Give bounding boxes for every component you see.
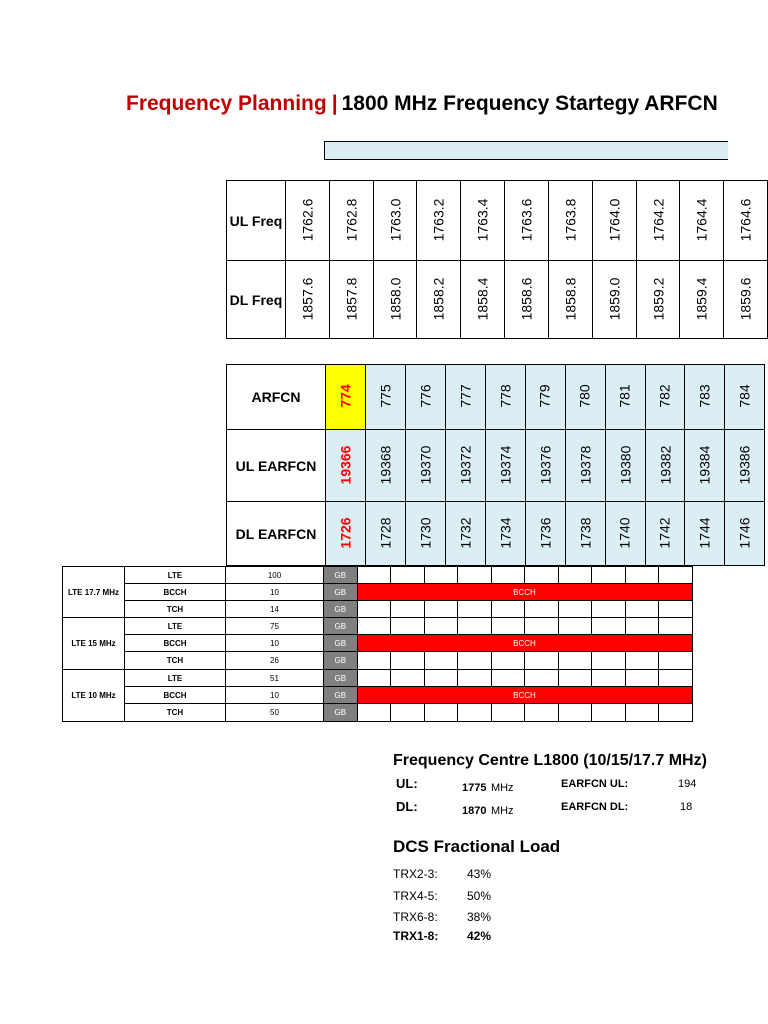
dl-freq-cell-text: 1857.6 — [299, 277, 316, 320]
empty-cell — [525, 670, 559, 687]
empty-cell — [659, 652, 693, 670]
earfcn-dl-value: 18 — [680, 801, 693, 813]
load-row-value: 14 — [226, 601, 324, 618]
empty-cell — [558, 670, 592, 687]
empty-cell — [424, 652, 458, 670]
dl-freq-cell — [636, 261, 680, 339]
ul-earfcn-cell-text: 19382 — [656, 445, 673, 484]
dcs-row-value: 38% — [467, 910, 492, 924]
arfcn-cell-text: 774 — [337, 384, 354, 408]
dl-earfcn-cell-text: 1738 — [577, 516, 594, 549]
empty-cell — [525, 601, 559, 618]
empty-cell — [491, 567, 525, 584]
empty-cell — [357, 670, 391, 687]
ul-earfcn-cell — [365, 430, 405, 502]
empty-cell — [357, 601, 391, 618]
load-row-value: 100 — [226, 567, 324, 584]
gb-cell: GB — [324, 670, 358, 687]
empty-cell — [659, 618, 693, 635]
empty-cell — [592, 601, 626, 618]
load-row — [63, 635, 693, 652]
dl-earfcn-cell — [605, 502, 645, 566]
bcch-bar: BCCH — [357, 687, 692, 704]
arfcn-cell — [725, 365, 765, 430]
load-row — [63, 704, 693, 722]
freq-centre-clip — [380, 745, 707, 775]
dl-value: 1870 — [462, 805, 487, 817]
ul-earfcn-row — [227, 430, 765, 502]
ul-earfcn-cell — [525, 430, 565, 502]
empty-cell — [592, 670, 626, 687]
ul-freq-cell-text: 1763.0 — [386, 198, 403, 241]
arfcn-cell — [405, 365, 445, 430]
arfcn-cell — [365, 365, 405, 430]
empty-cell — [558, 618, 592, 635]
load-row-label: TCH — [125, 704, 226, 722]
ul-freq-cell — [505, 181, 549, 261]
dl-freq-cell — [680, 261, 724, 339]
ul-earfcn-cell-text: 19368 — [377, 445, 394, 484]
arfcn-cell-text: 782 — [656, 384, 673, 408]
title-separator: | — [331, 92, 338, 115]
ul-earfcn-cell — [326, 430, 366, 502]
dl-freq-cell-text: 1858.0 — [386, 277, 403, 320]
empty-cell — [525, 704, 559, 722]
empty-cell — [357, 567, 391, 584]
empty-cell — [659, 601, 693, 618]
empty-cell — [424, 670, 458, 687]
dl-earfcn-cell-text: 1742 — [656, 516, 673, 549]
arfcn-cell — [685, 365, 725, 430]
ul-freq-cell-text: 1763.8 — [562, 198, 579, 241]
arfcn-cell-text: 775 — [377, 384, 394, 408]
dl-earfcn-cell-text: 1740 — [617, 516, 634, 549]
empty-cell — [625, 704, 659, 722]
empty-cell — [391, 618, 425, 635]
dl-freq-cell-text: 1859.0 — [606, 277, 623, 320]
empty-cell — [458, 601, 492, 618]
ul-freq-cell-text: 1764.4 — [693, 198, 710, 241]
dl-earfcn-cell — [326, 502, 366, 566]
load-row — [63, 567, 693, 584]
ul-label: UL: — [396, 776, 418, 791]
ul-earfcn-cell-text: 19380 — [617, 445, 634, 484]
load-row-label: BCCH — [125, 635, 226, 652]
empty-cell — [558, 567, 592, 584]
empty-cell — [424, 567, 458, 584]
ul-freq-cell — [636, 181, 680, 261]
dl-earfcn-cell — [525, 502, 565, 566]
ul-freq-cell — [680, 181, 724, 261]
dl-freq-label: DL Freq — [227, 261, 286, 339]
load-row — [63, 652, 693, 670]
gb-cell: GB — [324, 567, 358, 584]
load-row-label: TCH — [125, 601, 226, 618]
empty-cell — [391, 704, 425, 722]
ul-value-group — [462, 778, 514, 796]
dl-freq-cell — [329, 261, 373, 339]
empty-cell — [625, 652, 659, 670]
ul-earfcn-cell-text: 19372 — [457, 445, 474, 484]
load-table — [62, 566, 693, 722]
load-row-value: 51 — [226, 670, 324, 687]
empty-cell — [491, 652, 525, 670]
ul-earfcn-label: UL EARFCN — [227, 430, 326, 502]
load-row — [63, 687, 693, 704]
ul-earfcn-cell — [645, 430, 685, 502]
gb-cell: GB — [324, 652, 358, 670]
load-row-value: 75 — [226, 618, 324, 635]
ul-earfcn-cell-text: 19376 — [537, 445, 554, 484]
empty-cell — [592, 618, 626, 635]
arfcn-cell-text: 784 — [736, 384, 753, 408]
dcs-row-value: 50% — [467, 889, 492, 903]
empty-cell — [625, 567, 659, 584]
gb-cell: GB — [324, 704, 358, 722]
arfcn-cell — [485, 365, 525, 430]
arfcn-row — [227, 365, 765, 430]
gb-cell: GB — [324, 601, 358, 618]
ul-freq-cell — [285, 181, 329, 261]
ul-freq-cell — [548, 181, 592, 261]
empty-cell — [357, 652, 391, 670]
dcs-row-label: TRX1-8: — [393, 929, 439, 943]
empty-cell — [458, 652, 492, 670]
arfcn-table — [226, 364, 765, 566]
arfcn-label: ARFCN — [227, 365, 326, 430]
dl-freq-cell-text: 1859.4 — [693, 277, 710, 320]
ul-earfcn-cell — [605, 430, 645, 502]
dcs-row-value: 42% — [467, 929, 492, 943]
arfcn-cell — [645, 365, 685, 430]
ul-earfcn-cell — [485, 430, 525, 502]
dl-earfcn-cell-text: 1730 — [417, 516, 434, 549]
title-part1: Frequency Planning — [126, 92, 327, 115]
empty-cell — [592, 704, 626, 722]
ul-freq-cell — [373, 181, 417, 261]
empty-cell — [458, 567, 492, 584]
ul-freq-row — [227, 181, 768, 261]
empty-cell — [391, 567, 425, 584]
arfcn-cell — [605, 365, 645, 430]
ul-freq-cell-text: 1763.4 — [474, 198, 491, 241]
empty-cell — [424, 618, 458, 635]
ul-freq-cell-text: 1764.2 — [649, 198, 666, 241]
empty-cell — [659, 670, 693, 687]
empty-cell — [659, 567, 693, 584]
load-row-label: TCH — [125, 652, 226, 670]
dl-earfcn-cell-text: 1728 — [377, 516, 394, 549]
load-row-value: 50 — [226, 704, 324, 722]
arfcn-cell — [326, 365, 366, 430]
ul-earfcn-cell — [405, 430, 445, 502]
ul-earfcn-cell — [725, 430, 765, 502]
arfcn-cell-text: 777 — [457, 384, 474, 408]
empty-cell — [525, 618, 559, 635]
arfcn-cell-text: 776 — [417, 384, 434, 408]
empty-cell — [625, 670, 659, 687]
bcch-bar: BCCH — [357, 584, 692, 601]
ul-earfcn-cell-text: 19374 — [497, 445, 514, 484]
empty-cell — [357, 618, 391, 635]
dcs-row-label: TRX6-8: — [393, 910, 438, 924]
header-bar — [324, 141, 728, 160]
dcs-row-label: TRX4-5: — [393, 889, 438, 903]
earfcn-ul-label: EARFCN UL: — [561, 778, 629, 790]
ul-freq-label: UL Freq — [227, 181, 286, 261]
title-clip — [0, 80, 718, 120]
load-row-label: LTE — [125, 567, 226, 584]
frequency-table — [226, 180, 768, 339]
load-row — [63, 601, 693, 618]
empty-cell — [625, 618, 659, 635]
dl-freq-cell-text: 1858.6 — [518, 277, 535, 320]
dl-freq-cell-text: 1859.2 — [649, 277, 666, 320]
dcs-row-value: 43% — [467, 867, 492, 881]
dl-freq-cell — [461, 261, 505, 339]
gb-cell: GB — [324, 635, 358, 652]
title-part2: 1800 MHz Frequency Startegy ARFCN — [341, 92, 718, 115]
empty-cell — [357, 704, 391, 722]
dl-freq-cell — [592, 261, 636, 339]
empty-cell — [491, 601, 525, 618]
dl-earfcn-cell-text: 1732 — [457, 516, 474, 549]
empty-cell — [625, 601, 659, 618]
arfcn-cell-text: 779 — [537, 384, 554, 408]
ul-freq-cell-text: 1763.2 — [430, 198, 447, 241]
empty-cell — [659, 704, 693, 722]
ul-freq-cell-text: 1764.6 — [737, 198, 754, 241]
dl-freq-cell — [548, 261, 592, 339]
ul-earfcn-cell-text: 19366 — [337, 445, 354, 484]
empty-cell — [525, 652, 559, 670]
ul-unit: MHz — [490, 782, 514, 794]
dl-earfcn-cell — [725, 502, 765, 566]
ul-value: 1775 — [462, 782, 487, 794]
load-row — [63, 584, 693, 601]
dl-freq-cell-text: 1857.8 — [343, 277, 360, 320]
dl-earfcn-cell — [645, 502, 685, 566]
empty-cell — [458, 670, 492, 687]
ul-freq-cell — [461, 181, 505, 261]
dl-freq-cell — [285, 261, 329, 339]
load-row — [63, 670, 693, 687]
empty-cell — [491, 704, 525, 722]
ul-earfcn-cell-text: 19370 — [417, 445, 434, 484]
dl-earfcn-cell-text: 1744 — [696, 516, 713, 549]
dl-earfcn-label: DL EARFCN — [227, 502, 326, 566]
load-row-value: 10 — [226, 584, 324, 601]
dl-value-group — [462, 801, 514, 819]
dl-earfcn-cell-text: 1734 — [497, 516, 514, 549]
dl-freq-cell — [724, 261, 768, 339]
dl-earfcn-cell-text: 1746 — [736, 516, 753, 549]
load-row-value: 10 — [226, 687, 324, 704]
empty-cell — [391, 652, 425, 670]
ul-freq-cell — [329, 181, 373, 261]
dl-freq-cell-text: 1858.4 — [474, 277, 491, 320]
dl-freq-cell — [505, 261, 549, 339]
ul-freq-cell — [724, 181, 768, 261]
empty-cell — [592, 567, 626, 584]
dl-freq-cell-text: 1858.2 — [430, 277, 447, 320]
gb-cell: GB — [324, 584, 358, 601]
arfcn-cell-text: 780 — [577, 384, 594, 408]
load-row-label: LTE — [125, 670, 226, 687]
ul-earfcn-cell-text: 19384 — [696, 445, 713, 484]
load-row-value: 10 — [226, 635, 324, 652]
ul-earfcn-cell — [685, 430, 725, 502]
empty-cell — [424, 601, 458, 618]
dl-earfcn-cell-text: 1726 — [337, 516, 354, 549]
load-group-label: LTE 15 MHz — [63, 618, 125, 670]
arfcn-cell-text: 778 — [497, 384, 514, 408]
gb-cell: GB — [324, 687, 358, 704]
empty-cell — [558, 601, 592, 618]
dl-earfcn-cell — [565, 502, 605, 566]
dl-freq-cell-text: 1858.8 — [562, 277, 579, 320]
earfcn-ul-value: 194 — [678, 778, 697, 790]
dl-freq-cell-text: 1859.6 — [737, 277, 754, 320]
ul-earfcn-cell-text: 19378 — [577, 445, 594, 484]
load-group-label: LTE 10 MHz — [63, 670, 125, 722]
dl-earfcn-cell — [365, 502, 405, 566]
load-row — [63, 618, 693, 635]
dl-earfcn-row — [227, 502, 765, 566]
ul-freq-cell — [592, 181, 636, 261]
earfcn-dl-label: EARFCN DL: — [561, 801, 629, 813]
empty-cell — [592, 652, 626, 670]
load-group-label: LTE 17.7 MHz — [63, 567, 125, 618]
load-row-label: BCCH — [125, 687, 226, 704]
ul-freq-cell — [417, 181, 461, 261]
ul-freq-cell-text: 1762.6 — [299, 198, 316, 241]
dl-earfcn-cell — [485, 502, 525, 566]
arfcn-cell — [565, 365, 605, 430]
dl-earfcn-cell-text: 1736 — [537, 516, 554, 549]
gb-cell: GB — [324, 618, 358, 635]
dl-earfcn-cell — [445, 502, 485, 566]
empty-cell — [525, 567, 559, 584]
dl-freq-row — [227, 261, 768, 339]
ul-earfcn-cell-text: 19386 — [736, 445, 753, 484]
empty-cell — [558, 704, 592, 722]
arfcn-cell — [525, 365, 565, 430]
dl-freq-cell — [417, 261, 461, 339]
dl-earfcn-cell — [405, 502, 445, 566]
load-row-value: 26 — [226, 652, 324, 670]
dl-freq-cell — [373, 261, 417, 339]
empty-cell — [491, 670, 525, 687]
load-row-label: LTE — [125, 618, 226, 635]
empty-cell — [391, 670, 425, 687]
dl-earfcn-cell — [685, 502, 725, 566]
load-row-label: BCCH — [125, 584, 226, 601]
empty-cell — [458, 704, 492, 722]
ul-earfcn-cell — [565, 430, 605, 502]
bcch-bar: BCCH — [357, 635, 692, 652]
ul-freq-cell-text: 1762.8 — [343, 198, 360, 241]
empty-cell — [391, 601, 425, 618]
dl-unit: MHz — [490, 805, 514, 817]
dl-label: DL: — [396, 799, 418, 814]
empty-cell — [458, 618, 492, 635]
page-title — [126, 92, 718, 116]
arfcn-cell-text: 783 — [696, 384, 713, 408]
arfcn-cell-text: 781 — [617, 384, 634, 408]
empty-cell — [558, 652, 592, 670]
empty-cell — [491, 618, 525, 635]
dcs-row-label: TRX2-3: — [393, 867, 438, 881]
arfcn-cell — [445, 365, 485, 430]
ul-earfcn-cell — [445, 430, 485, 502]
dcs-title: DCS Fractional Load — [393, 837, 561, 856]
ul-freq-cell-text: 1764.0 — [606, 198, 623, 241]
freq-centre-title: Frequency Centre L1800 (10/15/17.7 MHz) — [393, 752, 707, 769]
empty-cell — [424, 704, 458, 722]
ul-freq-cell-text: 1763.6 — [518, 198, 535, 241]
